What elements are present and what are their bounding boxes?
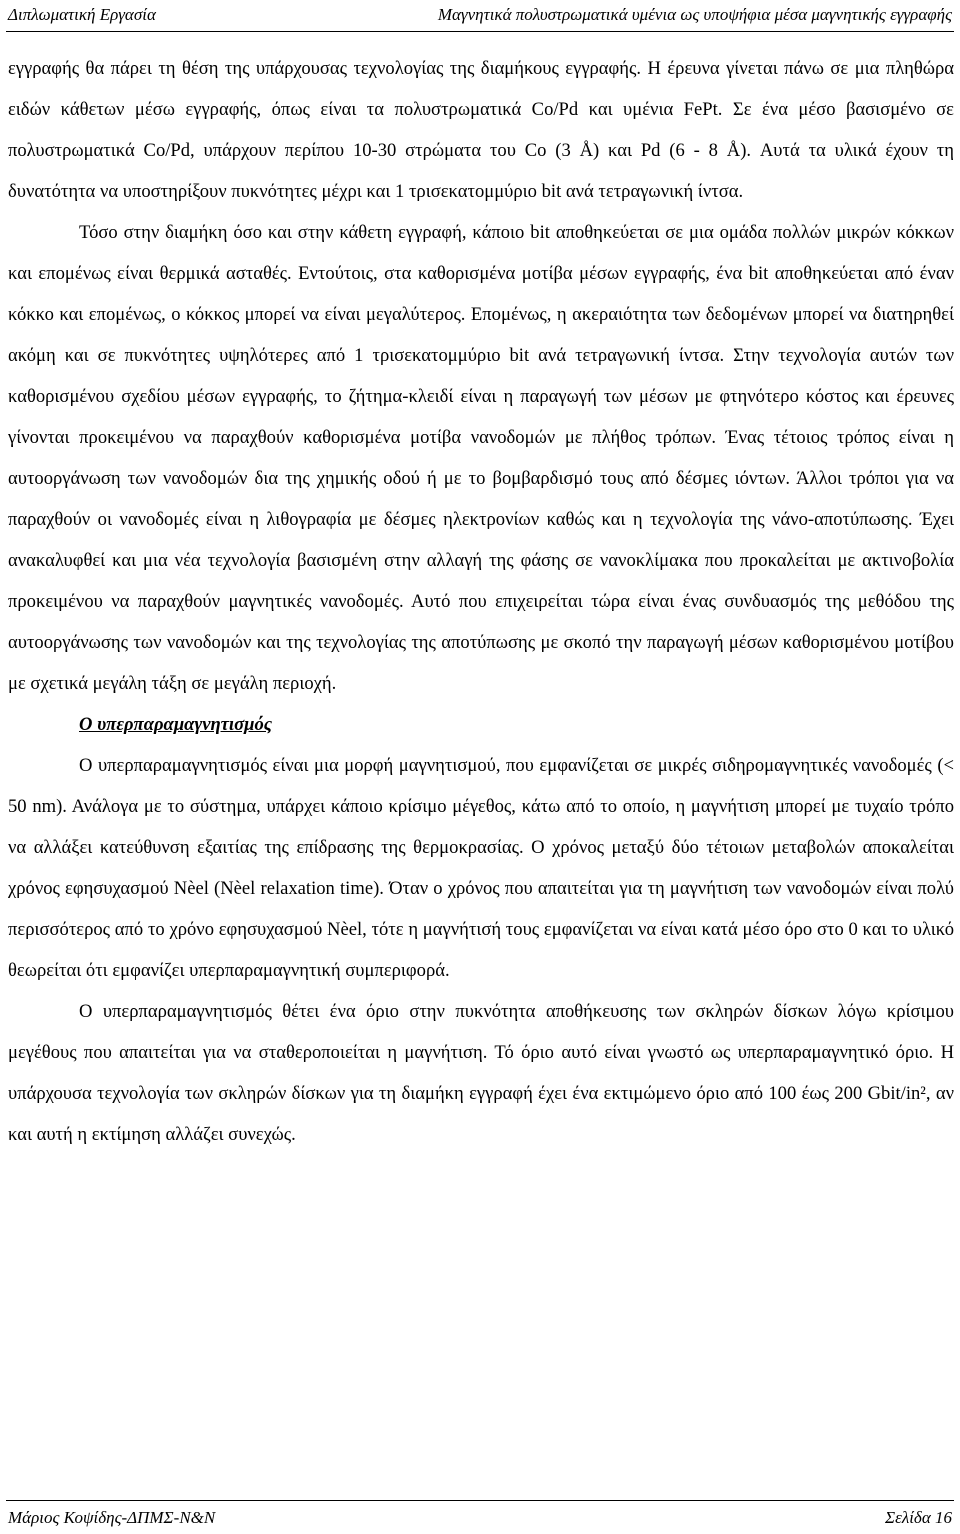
header-left-title: Διπλωματική Εργασία [8, 5, 156, 24]
footer-divider [6, 1500, 954, 1501]
paragraph-1: εγγραφής θα πάρει τη θέση της υπάρχουσας τεχνολογίας της διαμήκους εγγραφής. Η έρευνα γίνεται πάνω σε μια πληθώρα ειδών κάθετων μέσω εγγραφής, όπως είναι τα πολυστρωματικά Co/Pd και υμένια FePt. Σε ένα μέσο βασισμένο σε πολυστρωματικά Co/Pd, υπάρχουν περίπου 10-30 στρώματα του Co (3 Å) και Pd (6 - 8 Å). Αυτά τα υλικά έχουν τη δυνατότητα να υποστηρίξουν πυκνότητες μέχρι και 1 τρισεκατομμύριο bit ανά τετραγωνική ίντσα. [8, 58, 954, 202]
footer-page-number: Σελίδα 16 [885, 1508, 952, 1527]
paragraph-2: Τόσο στην διαμήκη όσο και στην κάθετη εγγραφή, κάποιο bit αποθηκεύεται σε μια ομάδα πολλών μικρών κόκκων και επομένως είναι θερμικά ασταθές. Εντούτοις, στα καθορισμένα μοτίβα μέσων εγγραφής, ένα bit αποθηκεύεται από έναν κόκκο και επομένως, ο κόκκος μπορεί να είναι μεγαλύτερος. Επομένως, η ακεραιότητα των δεδομένων μπορεί να διατηρηθεί ακόμη και σε πυκνότητες υψηλότερες από 1 τρισεκατομμύριο bit ανά τετραγωνική ίντσα. Στην τεχνολογία αυτών των καθορισμένου σχεδίου μέσων εγγραφής, το ζήτημα-κλειδί είναι η παραγωγή των μέσων με φτηνότερο κόστος και έρευνες γίνονται προκειμένου να παραχθούν καθορισμένα μοτίβα νανοδομών με πλήθος τρόπων. Ένας τέτοιος τρόπος είναι η αυτοοργάνωση των νανοδομών δια της χημικής οδού ή με το βομβαρδισμό τους από δέσμες ιόντων. Άλλοι τρόποι για να παραχθούν οι νανοδομές είναι η λιθογραφία με δέσμες ηλεκτρονίων καθώς και η τεχνολογία της νάνο-αποτύπωσης. Έχει ανακαλυφθεί και μια νέα τεχνολογία βασισμένη στην αλλαγή της φάσης σε νανοκλίμακα που προκαλείται με ακτινοβολία προκειμένου να παραχθούν μαγνητικές νανοδομές. Αυτό που επιχειρείται τώρα είναι ένας συνδυασμός της μεθόδου της αυτοοργάνωσης των νανοδομών και της τεχνολογίας της αποτύπωσης με σκοπό την παραγωγή μέσων καθορισμένου μοτίβου με σχετικά μεγάλη τάξη σε μεγάλη περιοχή. [8, 222, 954, 694]
document-body [8, 48, 954, 1155]
header-right-title: Μαγνητικά πολυστρωματικά υμένια ως υποψήφια μέσα μαγνητικής εγγραφής [437, 5, 952, 24]
footer-author: Μάριος Κοψίδης-ΔΠΜΣ-Ν&Ν [8, 1508, 216, 1527]
section-heading: Ο υπερπαραμαγνητισμός [79, 714, 273, 735]
paragraph-4: Ο υπερπαραμαγνητισμός θέτει ένα όριο στην πυκνότητα αποθήκευσης των σκληρών δίσκων λόγω κρίσιμου μεγέθους που απαιτείται για να σταθεροποιείται η μαγνήτιση. Τό όριο αυτό είναι γνωστό ως υπερπαραμαγνητικό όριο. Η υπάρχουσα τεχνολογία των σκληρών δίσκων για τη διαμήκη εγγραφή έχει ένα εκτιμώμενο όριο από 100 έως 200 Gbit/in², αν και αυτή η εκτίμηση αλλάζει συνεχώς. [8, 1001, 954, 1145]
page-header [8, 4, 952, 26]
header-divider [6, 31, 954, 32]
page-footer [8, 1507, 952, 1529]
paragraph-3: Ο υπερπαραμαγνητισμός είναι μια μορφή μαγνητισμού, που εμφανίζεται σε μικρές σιδηρομαγνητικές νανοδομές (< 50 nm). Ανάλογα με το σύστημα, υπάρχει κάποιο κρίσιμο μέγεθος, κάτω από το οποίο, η μαγνήτιση μπορεί με τυχαίο τρόπο να αλλάξει κατεύθυνση εξαιτίας της επίδρασης της θερμοκρασίας. Ο χρόνος μεταξύ δύο τέτοιων μεταβολών αποκαλείται χρόνος εφησυχασμού Nèel (Nèel relaxation time). Όταν ο χρόνος που απαιτείται για τη μαγνήτιση των νανοδομών είναι πολύ περισσότερος από το χρόνο εφησυχασμού Nèel, τότε η μαγνήτισή τους εμφανίζεται να είναι κατά μέσο όρο στο 0 και το υλικό θεωρείται ότι εμφανίζει υπερπαραμαγνητική συμπεριφορά. [8, 755, 954, 981]
